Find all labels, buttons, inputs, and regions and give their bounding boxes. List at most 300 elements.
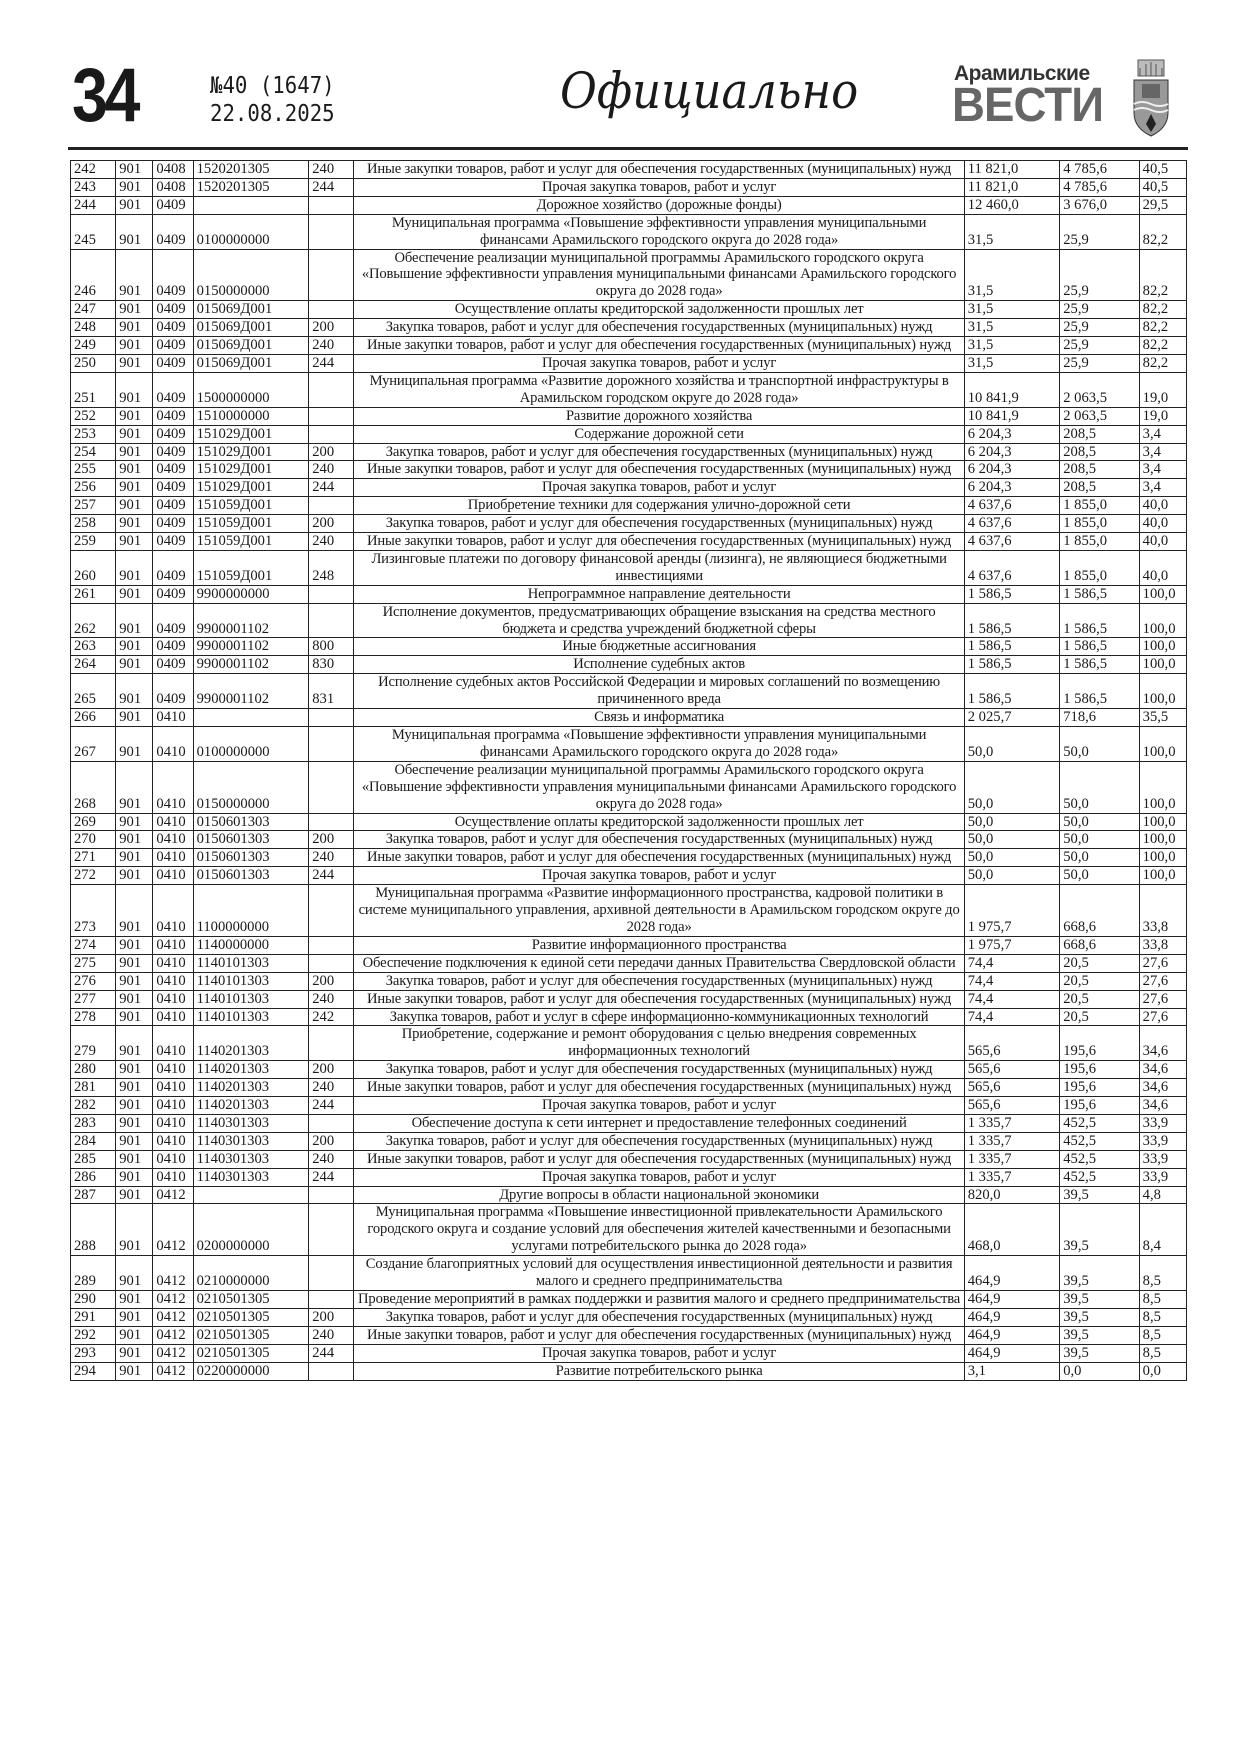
- description: Иные закупки товаров, работ и услуг для обеспечения государственных (муниципальных) нужд: [354, 990, 964, 1008]
- ved-code: 901: [116, 1168, 153, 1186]
- ved-code: 901: [116, 196, 153, 214]
- actual-amount: 1 586,5: [1060, 603, 1139, 638]
- table-row: [71, 515, 1187, 533]
- expense-type-code: 244: [309, 479, 354, 497]
- execution-percent: 3,4: [1139, 461, 1186, 479]
- table-row: [71, 1186, 1187, 1204]
- table-row: [71, 319, 1187, 337]
- description: Связь и информатика: [354, 709, 964, 727]
- ved-code: 901: [116, 1150, 153, 1168]
- description: Закупка товаров, работ и услуг для обеспечения государственных (муниципальных) нужд: [354, 972, 964, 990]
- row-number: 251: [71, 372, 116, 407]
- description: Исполнение судебных актов: [354, 656, 964, 674]
- row-number: 243: [71, 178, 116, 196]
- target-article-code: 151029Д001: [193, 443, 309, 461]
- section-code: 0409: [153, 550, 193, 585]
- issue-number: №40 (1647): [210, 73, 335, 99]
- execution-percent: 100,0: [1139, 761, 1186, 813]
- plan-amount: 31,5: [964, 301, 1060, 319]
- issue-date: 22.08.2025: [210, 101, 335, 127]
- plan-amount: 50,0: [964, 727, 1060, 762]
- actual-amount: 39,5: [1060, 1326, 1139, 1344]
- execution-percent: 40,0: [1139, 515, 1186, 533]
- expense-type-code: 200: [309, 1308, 354, 1326]
- ved-code: 901: [116, 461, 153, 479]
- section-code: 0410: [153, 867, 193, 885]
- target-article-code: [193, 196, 309, 214]
- row-number: 281: [71, 1079, 116, 1097]
- description: Закупка товаров, работ и услуг для обеспечения государственных (муниципальных) нужд: [354, 1061, 964, 1079]
- row-number: 259: [71, 533, 116, 551]
- section-code: 0410: [153, 709, 193, 727]
- target-article-code: 1140201303: [193, 1061, 309, 1079]
- table-row: [71, 443, 1187, 461]
- execution-percent: 8,5: [1139, 1291, 1186, 1309]
- ved-code: 901: [116, 425, 153, 443]
- row-number: 267: [71, 727, 116, 762]
- ved-code: 901: [116, 1204, 153, 1256]
- row-number: 275: [71, 954, 116, 972]
- plan-amount: 6 204,3: [964, 425, 1060, 443]
- expense-type-code: 244: [309, 1097, 354, 1115]
- description: Приобретение, содержание и ремонт оборудования с целью внедрения современных информационных технологий: [354, 1026, 964, 1061]
- plan-amount: 1 975,7: [964, 885, 1060, 937]
- row-number: 284: [71, 1132, 116, 1150]
- plan-amount: 3,1: [964, 1362, 1060, 1380]
- target-article-code: 9900001102: [193, 638, 309, 656]
- expense-type-code: 240: [309, 161, 354, 179]
- description: Прочая закупка товаров, работ и услуг: [354, 1097, 964, 1115]
- ved-code: 901: [116, 479, 153, 497]
- description: Обеспечение реализации муниципальной программы Арамильского городского округа «Повышение эффективности управления муниципальными финансами Арамильского городского округа до 2028 года»: [354, 761, 964, 813]
- actual-amount: 718,6: [1060, 709, 1139, 727]
- description: Иные закупки товаров, работ и услуг для обеспечения государственных (муниципальных) нужд: [354, 1326, 964, 1344]
- ved-code: 901: [116, 1291, 153, 1309]
- section-code: 0412: [153, 1362, 193, 1380]
- table-row: [71, 1204, 1187, 1256]
- actual-amount: 50,0: [1060, 849, 1139, 867]
- description: Прочая закупка товаров, работ и услуг: [354, 1168, 964, 1186]
- row-number: 262: [71, 603, 116, 638]
- expense-type-code: 240: [309, 1079, 354, 1097]
- logo-top-text: Арамильские: [954, 62, 1090, 85]
- table-row: [71, 761, 1187, 813]
- expense-type-code: [309, 407, 354, 425]
- actual-amount: 50,0: [1060, 831, 1139, 849]
- actual-amount: 50,0: [1060, 761, 1139, 813]
- section-code: 0409: [153, 656, 193, 674]
- plan-amount: 31,5: [964, 337, 1060, 355]
- row-number: 245: [71, 214, 116, 249]
- actual-amount: 668,6: [1060, 936, 1139, 954]
- section-code: 0410: [153, 813, 193, 831]
- expense-type-code: [309, 1256, 354, 1291]
- section-code: 0412: [153, 1256, 193, 1291]
- actual-amount: 1 586,5: [1060, 656, 1139, 674]
- execution-percent: 19,0: [1139, 372, 1186, 407]
- expense-type-code: 244: [309, 354, 354, 372]
- ved-code: 901: [116, 319, 153, 337]
- target-article-code: 1100000000: [193, 885, 309, 937]
- plan-amount: 74,4: [964, 990, 1060, 1008]
- ved-code: 901: [116, 1326, 153, 1344]
- table-row: [71, 954, 1187, 972]
- row-number: 266: [71, 709, 116, 727]
- execution-percent: 100,0: [1139, 656, 1186, 674]
- expense-type-code: 200: [309, 972, 354, 990]
- actual-amount: 195,6: [1060, 1079, 1139, 1097]
- expense-type-code: 242: [309, 1008, 354, 1026]
- section-code: 0410: [153, 1114, 193, 1132]
- table-row: [71, 161, 1187, 179]
- description: Прочая закупка товаров, работ и услуг: [354, 867, 964, 885]
- target-article-code: 0100000000: [193, 727, 309, 762]
- plan-amount: 4 637,6: [964, 515, 1060, 533]
- plan-amount: 1 586,5: [964, 585, 1060, 603]
- plan-amount: 50,0: [964, 867, 1060, 885]
- row-number: 273: [71, 885, 116, 937]
- expense-type-code: 200: [309, 443, 354, 461]
- ved-code: 901: [116, 214, 153, 249]
- target-article-code: 1140101303: [193, 990, 309, 1008]
- section-code: 0409: [153, 249, 193, 301]
- execution-percent: 8,5: [1139, 1308, 1186, 1326]
- ved-code: 901: [116, 585, 153, 603]
- ved-code: 901: [116, 831, 153, 849]
- ved-code: 901: [116, 1114, 153, 1132]
- ved-code: 901: [116, 515, 153, 533]
- ved-code: 901: [116, 954, 153, 972]
- table-row: [71, 550, 1187, 585]
- ved-code: 901: [116, 337, 153, 355]
- target-article-code: 9900000000: [193, 585, 309, 603]
- row-number: 285: [71, 1150, 116, 1168]
- actual-amount: 452,5: [1060, 1132, 1139, 1150]
- actual-amount: 208,5: [1060, 461, 1139, 479]
- table-row: [71, 1114, 1187, 1132]
- row-number: 290: [71, 1291, 116, 1309]
- table-row: [71, 1132, 1187, 1150]
- row-number: 271: [71, 849, 116, 867]
- plan-amount: 11 821,0: [964, 178, 1060, 196]
- target-article-code: 1140000000: [193, 936, 309, 954]
- ved-code: 901: [116, 638, 153, 656]
- description: Иные закупки товаров, работ и услуг для обеспечения государственных (муниципальных) нужд: [354, 1079, 964, 1097]
- expense-type-code: [309, 1291, 354, 1309]
- execution-percent: 3,4: [1139, 425, 1186, 443]
- row-number: 244: [71, 196, 116, 214]
- target-article-code: [193, 709, 309, 727]
- table-row: [71, 1168, 1187, 1186]
- expense-type-code: [309, 1362, 354, 1380]
- header-rule: [68, 147, 1188, 150]
- section-code: 0409: [153, 354, 193, 372]
- section-code: 0410: [153, 885, 193, 937]
- ved-code: 901: [116, 849, 153, 867]
- table-row: [71, 674, 1187, 709]
- table-row: [71, 867, 1187, 885]
- plan-amount: 464,9: [964, 1256, 1060, 1291]
- row-number: 293: [71, 1344, 116, 1362]
- expense-type-code: 248: [309, 550, 354, 585]
- plan-amount: 565,6: [964, 1079, 1060, 1097]
- expense-type-code: [309, 497, 354, 515]
- section-code: 0410: [153, 1079, 193, 1097]
- expense-type-code: 800: [309, 638, 354, 656]
- target-article-code: 1140301303: [193, 1114, 309, 1132]
- execution-percent: 27,6: [1139, 1008, 1186, 1026]
- target-article-code: 0150601303: [193, 831, 309, 849]
- table-row: [71, 990, 1187, 1008]
- section-code: 0409: [153, 533, 193, 551]
- execution-percent: 34,6: [1139, 1061, 1186, 1079]
- target-article-code: 0210501305: [193, 1344, 309, 1362]
- ved-code: 901: [116, 301, 153, 319]
- plan-amount: 565,6: [964, 1026, 1060, 1061]
- actual-amount: 25,9: [1060, 301, 1139, 319]
- expense-type-code: [309, 425, 354, 443]
- plan-amount: 4 637,6: [964, 497, 1060, 515]
- plan-amount: 1 335,7: [964, 1168, 1060, 1186]
- description: Развитие дорожного хозяйства: [354, 407, 964, 425]
- actual-amount: 0,0: [1060, 1362, 1139, 1380]
- plan-amount: 4 637,6: [964, 550, 1060, 585]
- target-article-code: 0100000000: [193, 214, 309, 249]
- section-code: 0412: [153, 1344, 193, 1362]
- description: Закупка товаров, работ и услуг для обеспечения государственных (муниципальных) нужд: [354, 443, 964, 461]
- execution-percent: 33,8: [1139, 885, 1186, 937]
- ved-code: 901: [116, 867, 153, 885]
- plan-amount: 12 460,0: [964, 196, 1060, 214]
- actual-amount: 195,6: [1060, 1061, 1139, 1079]
- section-code: 0409: [153, 497, 193, 515]
- row-number: 253: [71, 425, 116, 443]
- description: Муниципальная программа «Развитие информационного пространства, кадровой политики в системе муниципального управления, архивной деятельности в Арамильском городском округе до 2028 года»: [354, 885, 964, 937]
- execution-percent: 35,5: [1139, 709, 1186, 727]
- expense-type-code: 240: [309, 337, 354, 355]
- plan-amount: 11 821,0: [964, 161, 1060, 179]
- ved-code: 901: [116, 813, 153, 831]
- row-number: 278: [71, 1008, 116, 1026]
- target-article-code: 9900001102: [193, 603, 309, 638]
- actual-amount: 452,5: [1060, 1168, 1139, 1186]
- table-row: [71, 178, 1187, 196]
- table-row: [71, 709, 1187, 727]
- section-code: 0410: [153, 761, 193, 813]
- target-article-code: 1140101303: [193, 954, 309, 972]
- description: Исполнение документов, предусматривающих обращение взыскания на средства местного бюджета и средства учреждений бюджетной сферы: [354, 603, 964, 638]
- target-article-code: [193, 1186, 309, 1204]
- table-row: [71, 407, 1187, 425]
- expense-type-code: 244: [309, 178, 354, 196]
- execution-percent: 27,6: [1139, 990, 1186, 1008]
- section-code: 0409: [153, 425, 193, 443]
- expense-type-code: 240: [309, 849, 354, 867]
- table-row: [71, 479, 1187, 497]
- actual-amount: 39,5: [1060, 1291, 1139, 1309]
- plan-amount: 6 204,3: [964, 479, 1060, 497]
- actual-amount: 208,5: [1060, 479, 1139, 497]
- table-row: [71, 727, 1187, 762]
- ved-code: 901: [116, 354, 153, 372]
- target-article-code: 0200000000: [193, 1204, 309, 1256]
- actual-amount: 25,9: [1060, 319, 1139, 337]
- plan-amount: 464,9: [964, 1291, 1060, 1309]
- description: Иные закупки товаров, работ и услуг для обеспечения государственных (муниципальных) нужд: [354, 849, 964, 867]
- ved-code: 901: [116, 1008, 153, 1026]
- section-code: 0410: [153, 1008, 193, 1026]
- actual-amount: 25,9: [1060, 214, 1139, 249]
- table-row: [71, 656, 1187, 674]
- expense-type-code: [309, 1026, 354, 1061]
- target-article-code: 015069Д001: [193, 301, 309, 319]
- row-number: 269: [71, 813, 116, 831]
- row-number: 287: [71, 1186, 116, 1204]
- plan-amount: 4 637,6: [964, 533, 1060, 551]
- expense-type-code: 240: [309, 1326, 354, 1344]
- ved-code: 901: [116, 1362, 153, 1380]
- target-article-code: 151029Д001: [193, 425, 309, 443]
- row-number: 242: [71, 161, 116, 179]
- plan-amount: 31,5: [964, 214, 1060, 249]
- execution-percent: 100,0: [1139, 831, 1186, 849]
- plan-amount: 31,5: [964, 249, 1060, 301]
- target-article-code: 151059Д001: [193, 533, 309, 551]
- expense-type-code: 200: [309, 515, 354, 533]
- execution-percent: 27,6: [1139, 954, 1186, 972]
- table-row: [71, 372, 1187, 407]
- description: Муниципальная программа «Развитие дорожного хозяйства и транспортной инфраструктуры в Арамильском городском округе до 2028 года»: [354, 372, 964, 407]
- target-article-code: 0150601303: [193, 813, 309, 831]
- ved-code: 901: [116, 533, 153, 551]
- table-row: [71, 849, 1187, 867]
- description: Проведение мероприятий в рамках поддержки и развития малого и среднего предпринимательства: [354, 1291, 964, 1309]
- section-code: 0409: [153, 603, 193, 638]
- row-number: 288: [71, 1204, 116, 1256]
- section-code: 0410: [153, 1168, 193, 1186]
- table-row: [71, 425, 1187, 443]
- expense-type-code: 200: [309, 831, 354, 849]
- plan-amount: 74,4: [964, 1008, 1060, 1026]
- section-code: 0410: [153, 831, 193, 849]
- actual-amount: 4 785,6: [1060, 161, 1139, 179]
- row-number: 252: [71, 407, 116, 425]
- plan-amount: 565,6: [964, 1061, 1060, 1079]
- target-article-code: 0150601303: [193, 849, 309, 867]
- ved-code: 901: [116, 1079, 153, 1097]
- description: Иные закупки товаров, работ и услуг для обеспечения государственных (муниципальных) нужд: [354, 161, 964, 179]
- target-article-code: 0210501305: [193, 1308, 309, 1326]
- section-code: 0409: [153, 407, 193, 425]
- execution-percent: 100,0: [1139, 674, 1186, 709]
- logo-main-text: ВЕСТИ: [952, 79, 1104, 132]
- table-row: [71, 461, 1187, 479]
- row-number: 291: [71, 1308, 116, 1326]
- expense-type-code: [309, 954, 354, 972]
- section-code: 0409: [153, 301, 193, 319]
- plan-amount: 31,5: [964, 354, 1060, 372]
- target-article-code: 1510000000: [193, 407, 309, 425]
- description: Развитие потребительского рынка: [354, 1362, 964, 1380]
- execution-percent: 82,2: [1139, 214, 1186, 249]
- table-row: [71, 1308, 1187, 1326]
- target-article-code: 0150000000: [193, 761, 309, 813]
- section-code: 0409: [153, 638, 193, 656]
- section-code: 0412: [153, 1291, 193, 1309]
- ved-code: 901: [116, 1026, 153, 1061]
- description: Содержание дорожной сети: [354, 425, 964, 443]
- plan-amount: 6 204,3: [964, 443, 1060, 461]
- issue-info: [210, 72, 335, 128]
- plan-amount: 1 586,5: [964, 656, 1060, 674]
- target-article-code: 9900001102: [193, 674, 309, 709]
- execution-percent: 29,5: [1139, 196, 1186, 214]
- section-code: 0410: [153, 972, 193, 990]
- table-row: [71, 1079, 1187, 1097]
- table-row: [71, 214, 1187, 249]
- row-number: 256: [71, 479, 116, 497]
- execution-percent: 8,5: [1139, 1344, 1186, 1362]
- ved-code: 901: [116, 674, 153, 709]
- expense-type-code: 240: [309, 990, 354, 1008]
- expense-type-code: 240: [309, 461, 354, 479]
- ved-code: 901: [116, 372, 153, 407]
- section-code: 0410: [153, 1150, 193, 1168]
- actual-amount: 208,5: [1060, 443, 1139, 461]
- execution-percent: 0,0: [1139, 1362, 1186, 1380]
- actual-amount: 25,9: [1060, 354, 1139, 372]
- target-article-code: 151029Д001: [193, 461, 309, 479]
- expense-type-code: [309, 1186, 354, 1204]
- actual-amount: 1 586,5: [1060, 585, 1139, 603]
- expense-type-code: [309, 1204, 354, 1256]
- actual-amount: 1 855,0: [1060, 515, 1139, 533]
- table-row: [71, 1256, 1187, 1291]
- description: Осуществление оплаты кредиторской задолженности прошлых лет: [354, 301, 964, 319]
- row-number: 263: [71, 638, 116, 656]
- ved-code: 901: [116, 603, 153, 638]
- execution-percent: 33,9: [1139, 1114, 1186, 1132]
- execution-percent: 40,5: [1139, 178, 1186, 196]
- execution-percent: 40,0: [1139, 497, 1186, 515]
- target-article-code: 1140301303: [193, 1168, 309, 1186]
- execution-percent: 100,0: [1139, 638, 1186, 656]
- execution-percent: 3,4: [1139, 479, 1186, 497]
- coat-of-arms-icon: [1130, 58, 1172, 138]
- description: Муниципальная программа «Повышение эффективности управления муниципальными финансами Арамильского городского округа до 2028 года»: [354, 214, 964, 249]
- table-row: [71, 1061, 1187, 1079]
- ved-code: 901: [116, 990, 153, 1008]
- expense-type-code: [309, 885, 354, 937]
- ved-code: 901: [116, 249, 153, 301]
- section-code: 0408: [153, 161, 193, 179]
- execution-percent: 82,2: [1139, 319, 1186, 337]
- row-number: 264: [71, 656, 116, 674]
- plan-amount: 565,6: [964, 1097, 1060, 1115]
- plan-amount: 50,0: [964, 849, 1060, 867]
- description: Закупка товаров, работ и услуг для обеспечения государственных (муниципальных) нужд: [354, 515, 964, 533]
- execution-percent: 100,0: [1139, 603, 1186, 638]
- description: Иные бюджетные ассигнования: [354, 638, 964, 656]
- table-row: [71, 1362, 1187, 1380]
- target-article-code: 015069Д001: [193, 337, 309, 355]
- target-article-code: 0210501305: [193, 1291, 309, 1309]
- table-row: [71, 813, 1187, 831]
- row-number: 254: [71, 443, 116, 461]
- table-row: [71, 301, 1187, 319]
- description: Другие вопросы в области национальной экономики: [354, 1186, 964, 1204]
- execution-percent: 19,0: [1139, 407, 1186, 425]
